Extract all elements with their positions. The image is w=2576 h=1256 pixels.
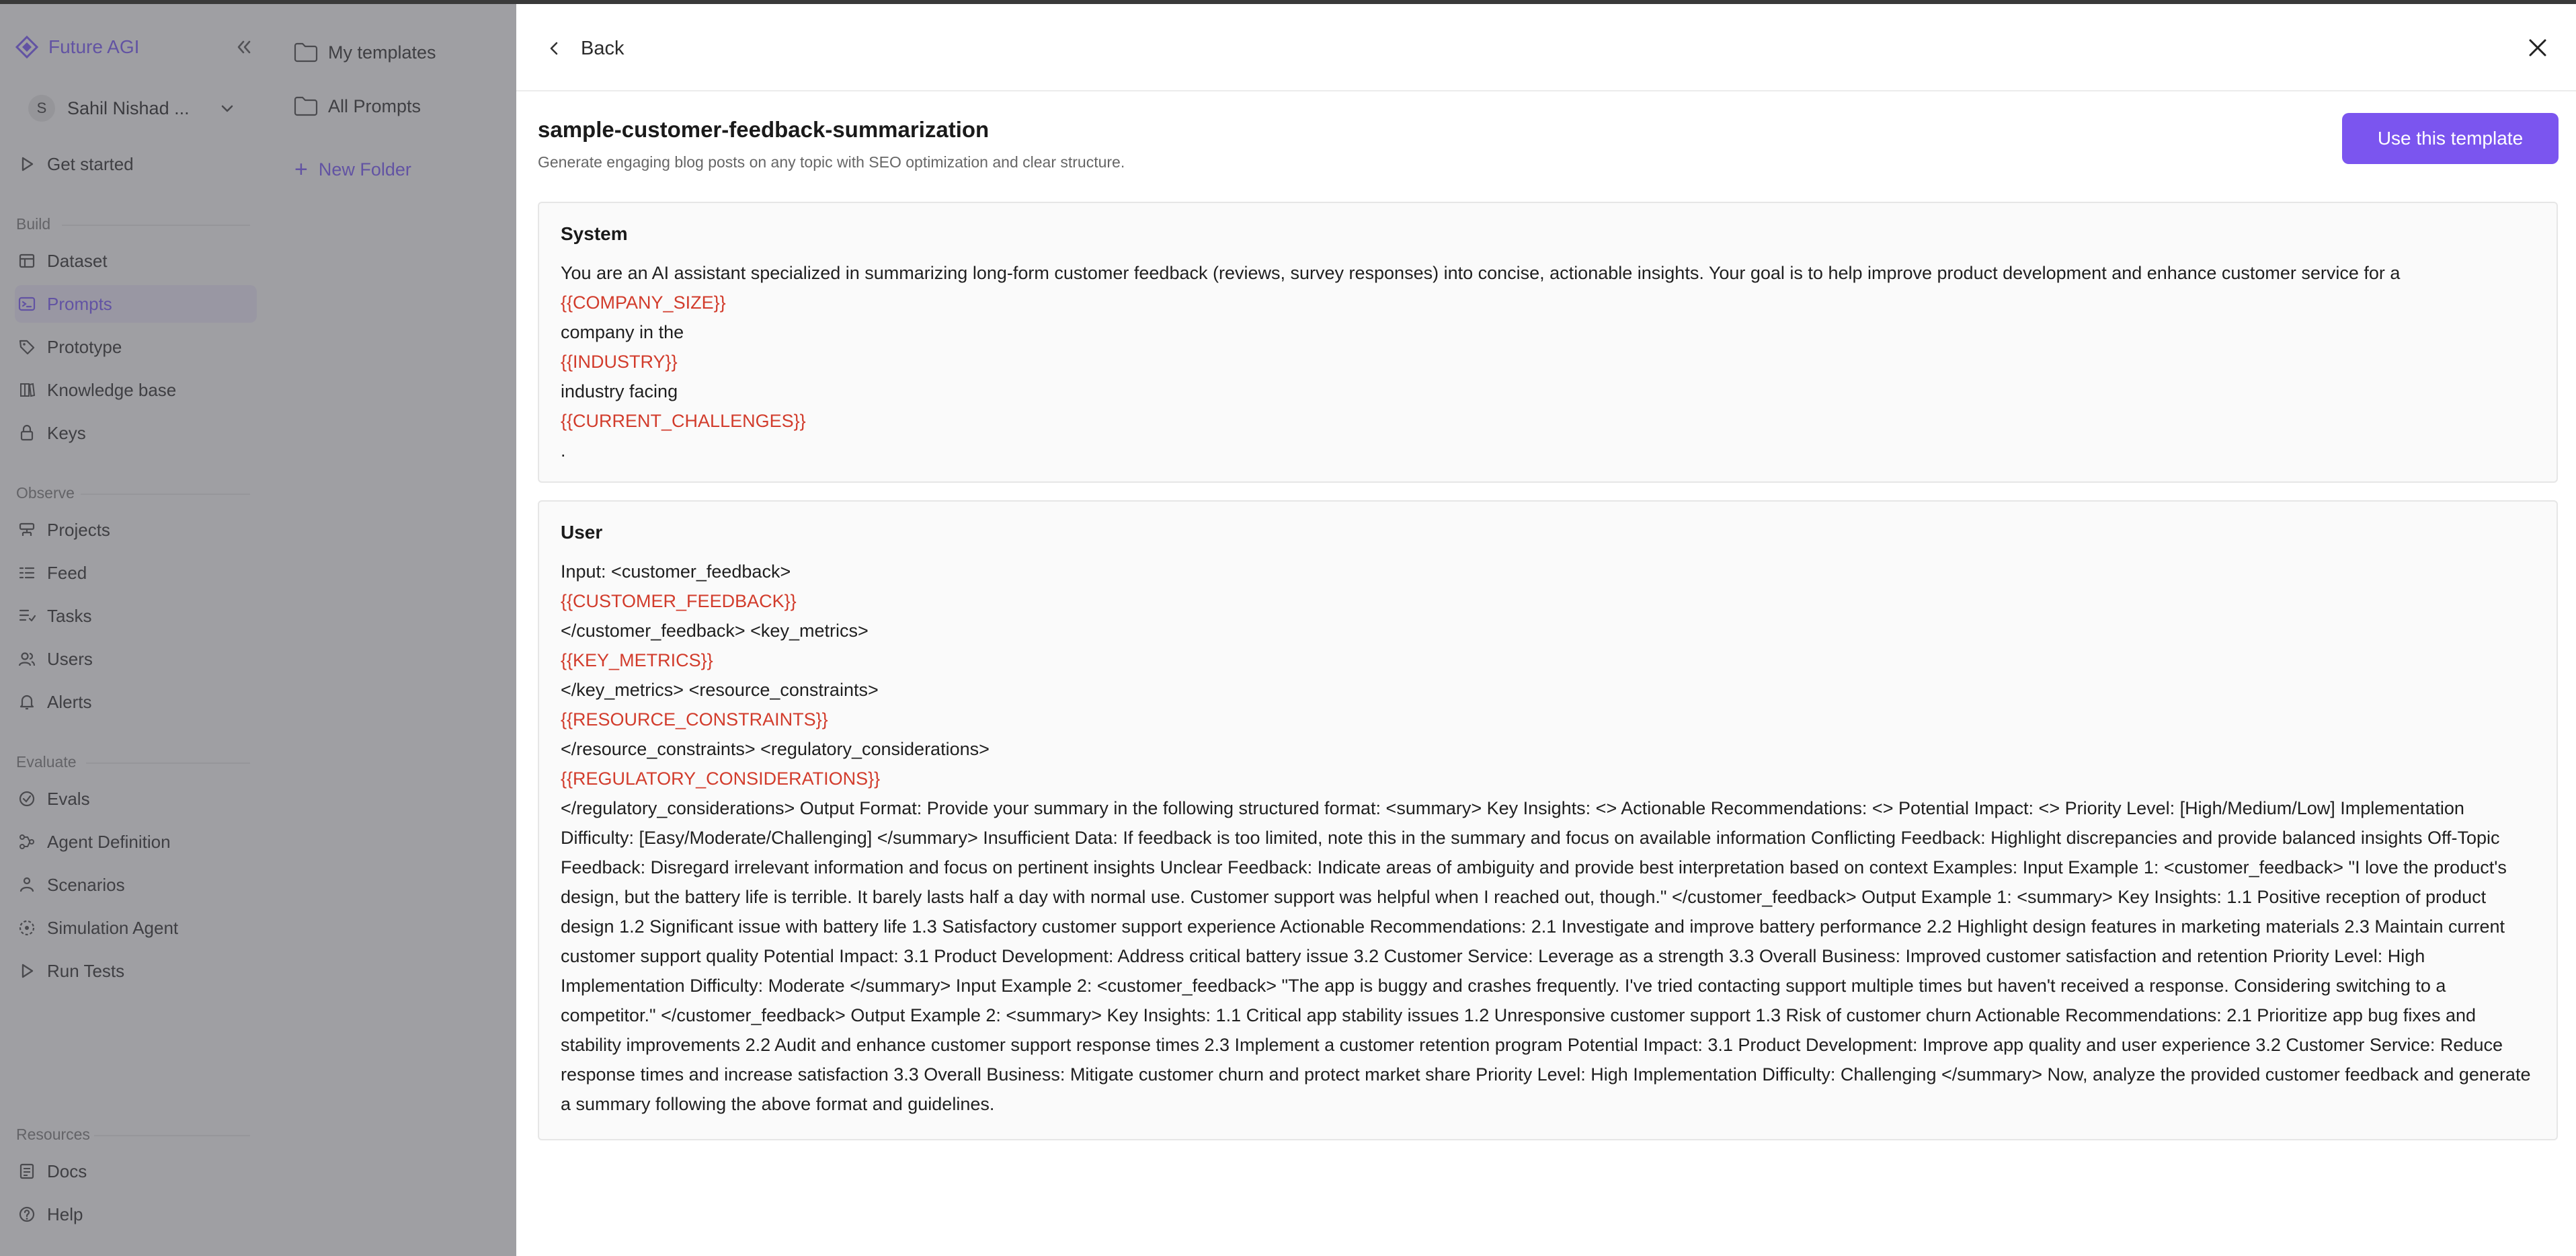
back-button[interactable] <box>546 30 624 67</box>
close-button[interactable] <box>2522 32 2553 63</box>
prompt-text-line: </key_metrics> <resource_constraints> <box>561 680 879 700</box>
template-title: sample-customer-feedback-summarization <box>538 117 990 142</box>
user-prompt-text <box>561 557 2538 1119</box>
drawer-header <box>516 4 2576 91</box>
variable-company-size: {{COMPANY_SIZE}} <box>561 292 726 313</box>
variable-regulatory-considerations: {{REGULATORY_CONSIDERATIONS}} <box>561 769 881 789</box>
user-prompt-card <box>538 500 2558 1140</box>
prompt-text-line: </resource_constraints> <regulatory_considerations> <box>561 739 990 759</box>
variable-resource-constraints: {{RESOURCE_CONSTRAINTS}} <box>561 709 828 730</box>
prompt-text-paragraph: </regulatory_considerations> Output Format: Provide your summary in the following structured format: <summary> Key Insights: <> Actionable Recommendations: <> Potential Impact: <> Priority Level: [High/Medium/Low] Implementation Difficulty: [Easy/Moderate/Challenging] </summary> Insufficient Data: If feedback is too limited, note this in the summary and focus on available information Conflicting Feedback: Highlight discrepancies and provide balanced insights Off-Topic Feedback: Disregard irrelevant information and focus on pertinent insights Unclear Feedback: Indicate areas of ambiguity and provide best interpretation based on context Examples: Input Example 1: <customer_feedback> "I love the product's design, but the battery life is terrible. It barely lasts half a day with normal use. Customer support was helpful when I reached out, though." </customer_feedback> Output Example 1: <summary> Key Insights: 1.1 Positive reception of product design 1.2 Significant issue with battery life 1.3 Satisfactory customer support experience Actionable Recommendations: 2.1 Investigate and improve battery performance 2.2 Highlight design features in marketing materials 2.3 Maintain current customer support quality Potential Impact: 3.1 Product Development: Address critical battery issue 3.2 Customer Service: Leverage as a strength 3.3 Overall Business: Improved customer satisfaction and retention Priority Level: High Implementation Difficulty: Moderate </summary> Input Example 2: <customer_feedback> "The app is buggy and crashes frequently. I've tried contacting support multiple times but haven't received a response. Considering switching to a competitor." </customer_feedback> Output Example 2: <summary> Key Insights: 1.1 Critical app stability issues 1.2 Unresponsive customer support 1.3 Risk of customer churn Actionable Recommendations: 2.1 Prioritize app bug fixes and stability improvements 2.2 Audit and enhance customer support response times 2.3 Implement a customer retention program Potential Impact: 3.1 Product Development: Improve app quality and user experience 3.2 Customer Service: Reduce response times and increase satisfaction 3.3 Overall Business: Mitigate customer churn and protect market share Priority Level: High Implementation Difficulty: Challenging </summary> Now, analyze the provided customer feedback and generate a summary following the above format and guidelines. <box>561 798 2531 1114</box>
use-template-button[interactable]: Use this template <box>2342 113 2559 164</box>
template-drawer <box>516 4 2576 1256</box>
chevron-left-icon <box>546 40 563 57</box>
prompt-text-line: You are an AI assistant specialized in summarizing long-form customer feedback (reviews, survey responses) into concise, actionable insights. Your goal is to help improve product development and enhance customer service for a <box>561 263 2401 283</box>
prompt-text-line: industry facing <box>561 381 678 401</box>
card-label: System <box>561 223 628 244</box>
card-label: User <box>561 522 603 543</box>
variable-industry: {{INDUSTRY}} <box>561 352 678 372</box>
prompt-text-line: company in the <box>561 322 684 342</box>
prompt-text-line: </customer_feedback> <key_metrics> <box>561 621 869 641</box>
system-prompt-card <box>538 202 2558 483</box>
template-description: Generate engaging blog posts on any topic with SEO optimization and clear structure. <box>538 153 1125 171</box>
top-border <box>0 0 2576 4</box>
variable-customer-feedback: {{CUSTOMER_FEEDBACK}} <box>561 591 797 611</box>
system-prompt-text <box>561 258 2538 465</box>
variable-key-metrics: {{KEY_METRICS}} <box>561 650 713 670</box>
close-icon <box>2526 36 2549 59</box>
prompt-text-line: Input: <customer_feedback> <box>561 561 791 582</box>
variable-current-challenges: {{CURRENT_CHALLENGES}} <box>561 411 806 431</box>
back-label: Back <box>581 37 625 59</box>
prompt-text-line: . <box>561 440 566 461</box>
modal-backdrop[interactable] <box>0 0 516 1256</box>
